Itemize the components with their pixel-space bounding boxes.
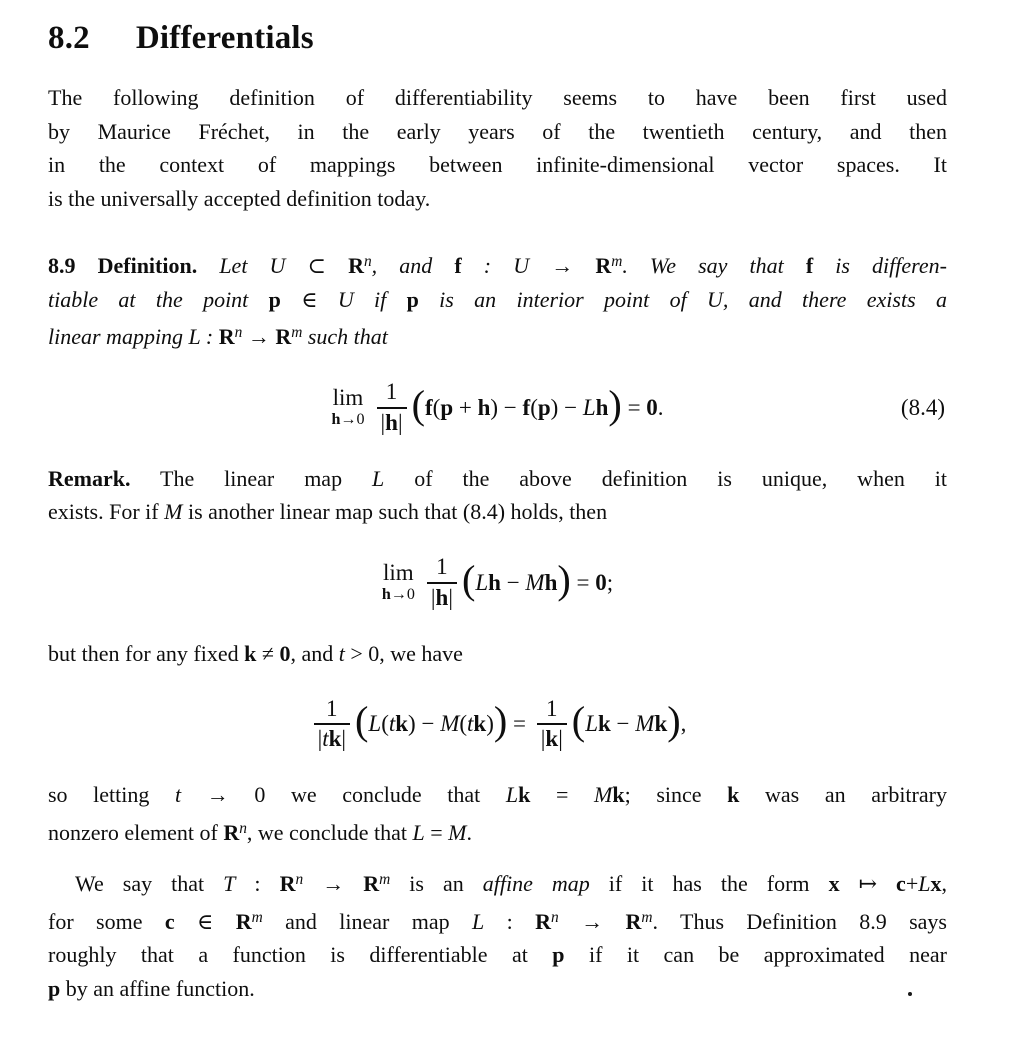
fraction-denominator [314,723,350,752]
text-run: + [905,871,919,896]
scan-artifact-dot [908,992,912,996]
text-run: R [235,908,252,934]
text-run: x [828,871,840,896]
text-run: | [380,409,386,435]
text-run: if it has the form [589,871,829,896]
text-run: + [453,394,478,420]
text-run: m [641,908,653,926]
text-run: | [540,726,546,751]
text-run: R [595,253,612,278]
equation-text [571,698,687,744]
text-run: tiable at the point [48,286,269,312]
text-run: k [328,726,342,751]
text-run: L [918,871,931,896]
text-run: . Thus Definition 8.9 says [652,908,947,934]
section-number: 8.2 [48,20,90,56]
text-run: ( [411,381,425,427]
text-run: p [440,394,454,420]
text-run: n [239,819,247,837]
text-line [48,182,947,216]
text-line [48,115,947,149]
text-run: → [558,908,626,934]
text-run: R [363,871,380,896]
text-run: L [505,782,519,807]
text-run: 0 [595,569,607,595]
text-line [48,901,947,939]
fraction-numerator [432,554,452,580]
text-run: | [558,726,563,751]
text-run: ( [354,698,369,744]
text-run: | [397,409,403,435]
text-run: m [251,908,263,926]
text-run: h [477,394,491,420]
fraction [377,379,407,436]
text-run: ( [381,711,389,737]
text-run: n [295,871,304,888]
remark-paragraph [48,462,947,529]
text-run: ( [432,394,441,420]
text-run: . [657,394,664,420]
text-run: p [268,286,281,312]
text-run: ( [571,698,586,744]
text-run: h [435,584,449,610]
text-run: of the above definition is unique, when it [384,465,947,491]
text-run: so letting [48,782,176,807]
text-run: > 0, we have [344,640,463,666]
text-run: M [164,499,183,524]
text-run: such that [302,324,388,349]
text-run: | [317,726,323,751]
fraction [314,696,350,753]
text-run: is an [390,871,483,896]
limit-operator [331,386,364,428]
text-run: . [466,819,472,845]
equation-text [411,381,664,427]
text-run: →0 [340,411,365,429]
text-run: n [234,324,243,341]
text-run: k [612,782,625,807]
text-run: = [424,819,449,845]
text-run: is differen- [813,253,947,278]
text-run: | [448,584,453,610]
equation-body [382,554,613,611]
section-heading [48,20,947,57]
text-run: k [473,711,487,737]
text-run: 8.9 Definition. [48,253,198,278]
fraction [427,554,457,611]
but-then-paragraph [48,637,947,671]
equation-body [331,379,663,436]
text-run: is another linear map such that (8.4) holds, then [182,499,608,524]
text-line [48,863,947,901]
text-run: k [244,640,257,666]
equation-body [309,696,687,753]
text-run: R [535,908,552,934]
text-run: = [621,394,647,420]
text-run: ) − [550,394,583,420]
equation-8-4 [48,376,947,440]
text-run: linear mapping L : [48,324,219,349]
text-run: R [218,324,235,349]
fraction-numerator [542,696,562,722]
limit-text: lim [332,385,364,411]
text-run: M [448,819,467,845]
text-run: ∈ U if [280,286,407,312]
text-run: and linear map [262,908,472,934]
text-run: ) [486,711,494,737]
text-run: ∈ [174,908,236,934]
text-run: t [467,711,474,737]
text-run: t [338,640,345,666]
text-line [48,81,947,115]
text-run: k [598,711,611,737]
text-run: nonzero element of [48,819,224,845]
text-run: by Maurice Fréchet, in the early years of the twentieth century, and then [48,118,947,144]
text-line [48,938,947,972]
text-run: k [395,711,409,737]
text-run: but then for any fixed [48,640,245,666]
text-run: M [525,569,545,595]
text-run: is an interior point of U, and there exists a [418,286,947,312]
text-run: p [406,286,419,312]
fraction [537,696,567,753]
text-run: = [530,782,595,807]
text-line [48,462,947,496]
limit-text: lim [383,560,414,586]
text-run: ( [461,556,476,602]
text-run: . We say that [622,253,806,278]
text-run: : [235,871,280,896]
text-run: h [488,569,501,595]
text-run: ) [493,698,508,744]
text-line [48,316,947,354]
fraction-denominator [537,723,567,752]
text-run: L [412,819,425,845]
text-run: Remark. [48,465,131,491]
text-run: ) [667,698,681,744]
text-run: p [537,394,551,420]
text-run: L [582,394,596,420]
text-run: , we conclude that [246,819,413,845]
text-run: , [680,711,687,737]
text-run: ( [459,711,468,737]
text-run: m [611,253,623,270]
text-run: − [610,711,636,737]
text-run: c [164,908,175,934]
limit-subscript [331,412,364,428]
text-run: R [279,871,296,896]
text-run: ≠ [256,640,280,666]
text-run: for some [48,908,165,934]
text-run: The linear map [130,465,373,491]
text-run: roughly that a function is differentiable at [48,942,553,967]
text-run: , and [290,640,339,666]
text-run: c [896,871,906,896]
text-run: − [500,569,526,595]
text-run: Let U ⊂ [197,253,349,278]
text-run: n [551,908,559,926]
text-run: ) [557,556,571,602]
text-run: L [372,465,385,491]
text-run: p [48,975,61,1001]
text-run: = [570,569,596,595]
text-run: L [585,711,598,737]
text-run: f [805,253,814,278]
text-run: R [348,253,364,278]
text-run: h [331,411,341,429]
text-line [48,778,947,812]
text-run: ; [606,569,614,595]
fraction-denominator [377,407,407,436]
conclusion-paragraph [48,778,947,849]
text-run: f [454,253,462,278]
text-run: → [303,871,364,896]
text-run: L [368,711,382,737]
text-run: h [385,409,398,435]
text-run: h [595,394,609,420]
text-run: R [625,908,642,934]
text-run: M [635,711,655,737]
fraction-numerator [382,379,402,405]
text-run: : U → [461,253,596,278]
text-run: 1 [326,695,338,721]
text-run: t [175,782,182,807]
text-run: x [930,871,942,896]
text-run: → [242,324,276,349]
text-run: f [424,394,433,420]
equation-text [461,556,614,602]
text-line [48,283,947,317]
text-run: ( [530,394,538,420]
text-run: = [507,711,532,737]
text-run: ) − [490,394,523,420]
text-run: R [223,819,240,845]
text-line [48,812,947,850]
text-line [48,245,947,283]
equation-scaling [48,692,947,756]
text-run: 1 [546,695,558,721]
text-run: k [654,711,668,737]
text-run: t [388,711,396,737]
intro-paragraph [48,81,947,215]
text-run: L [475,569,489,595]
text-run: 0 [646,394,658,420]
text-line [48,637,947,671]
text-run: h [544,569,558,595]
text-run: p [552,942,565,967]
text-run: | [341,726,346,751]
text-run: t [322,726,329,751]
text-run: We say that [75,871,224,896]
text-run: →0 [390,586,415,604]
text-run: , and [371,253,455,278]
fraction-denominator [427,582,457,611]
text-run: if it can be approximated near [564,942,947,967]
text-line [48,972,947,1006]
section-title: Differentials [135,20,314,56]
text-run: h [381,586,391,604]
text-run: | [430,584,436,610]
text-run: k [727,782,740,807]
text-run: ) − [408,711,441,737]
text-run: L [472,908,485,934]
text-run: is the universally accepted definition today. [48,185,431,211]
text-run: affine map [482,871,590,896]
text-run: : [484,908,536,934]
text-run: → 0 we conclude that [181,782,506,807]
limit-operator [382,561,415,603]
equation-number: (8.4) [900,394,945,420]
affine-paragraph [48,863,947,1005]
text-run: R [275,324,292,349]
fraction-numerator [322,696,342,722]
equation-uniqueness [48,551,947,615]
text-run: 0 [279,640,291,666]
text-run: f [522,394,531,420]
text-line [48,495,947,529]
limit-subscript [382,587,415,603]
text-run: T [223,871,236,896]
text-run: M [594,782,613,807]
text-run: m [291,324,303,341]
page-content [48,81,947,1005]
text-run: by an affine function. [60,975,255,1001]
text-run: 1 [385,379,398,405]
text-line [48,148,947,182]
text-run: in the context of mappings between infinite-dimensional vector spaces. It [48,152,947,177]
text-run: The following definition of differentiability seems to have been first used [48,85,947,110]
text-run: was an arbitrary [739,782,947,807]
text-run: m [379,871,391,888]
equation-text [354,698,532,744]
text-run: n [363,253,372,270]
text-run: ; since [624,782,728,807]
text-run: k [518,782,531,807]
text-run: ) [608,381,622,427]
text-run: ↦ [839,871,897,896]
text-run: , [941,871,947,896]
text-run: M [440,711,460,737]
definition-paragraph [48,245,947,354]
text-run: 1 [436,554,448,580]
text-run: exists. For if [48,499,165,524]
text-run: k [545,726,559,751]
